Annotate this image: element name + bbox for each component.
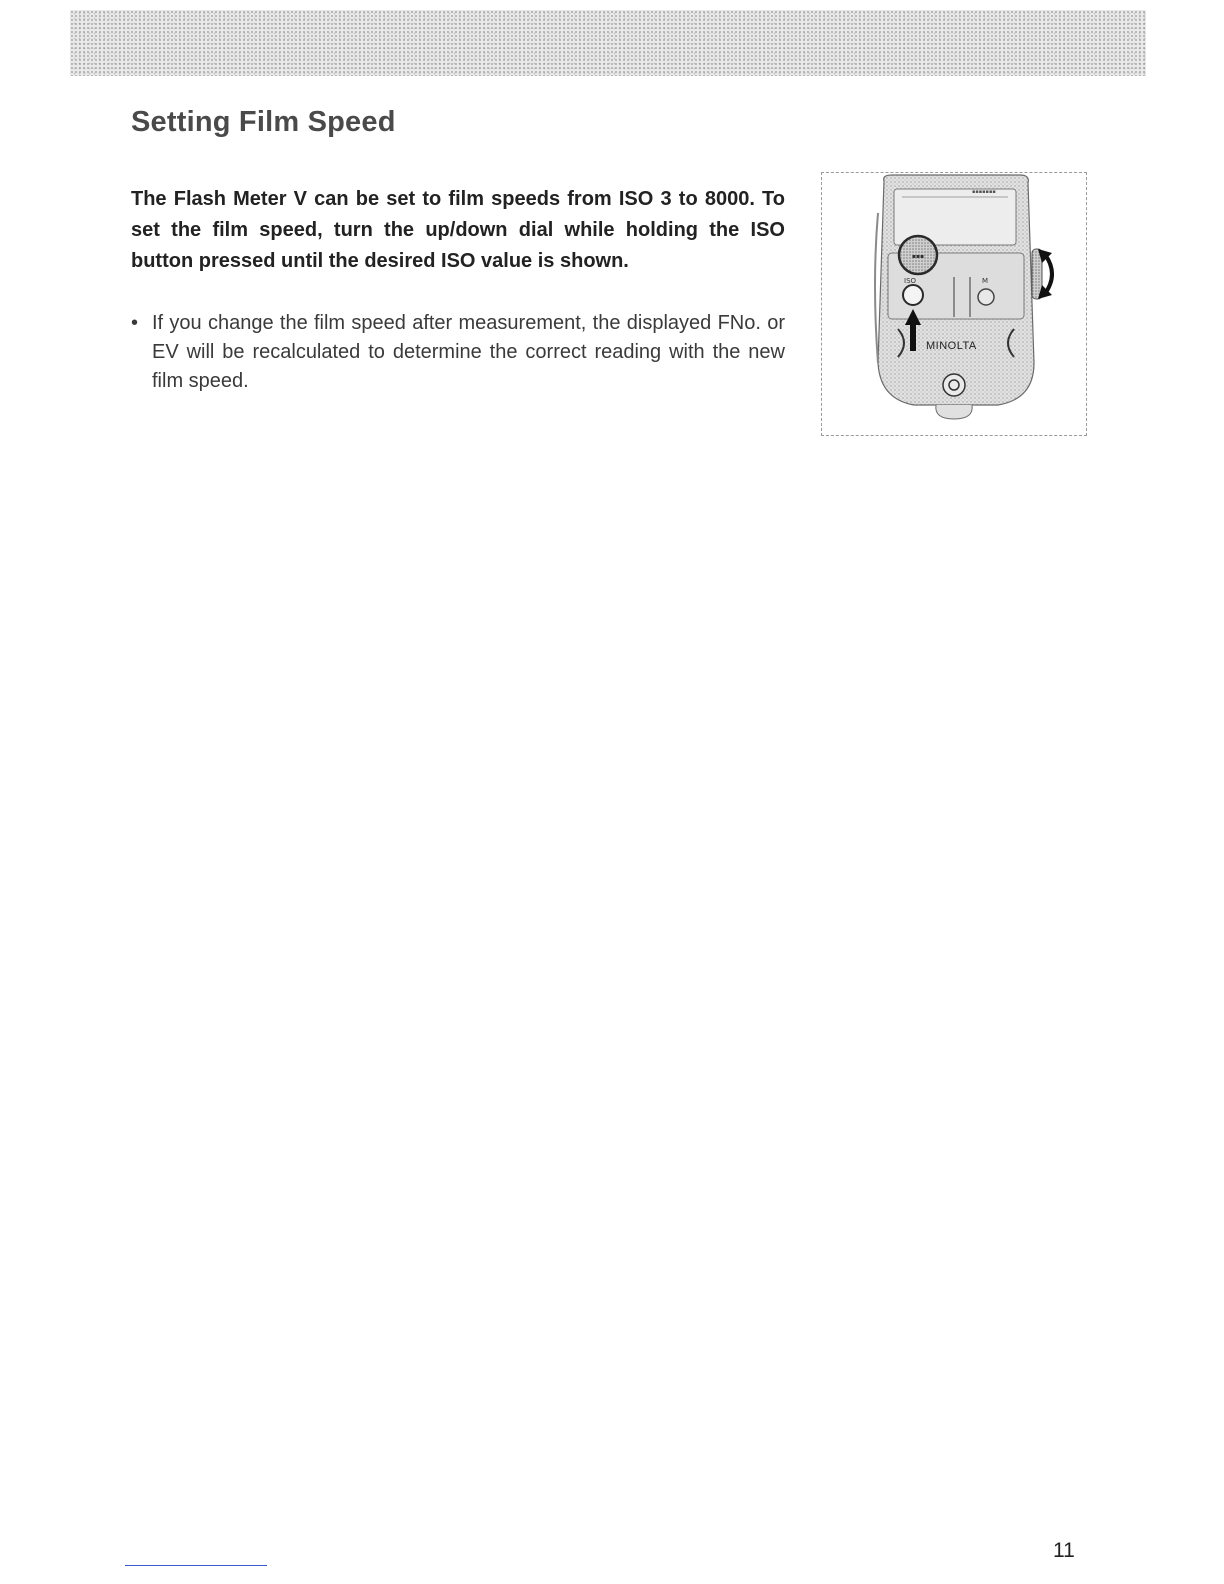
svg-text:▪▪▪: ▪▪▪ xyxy=(911,253,925,260)
iso-label: ISO xyxy=(904,277,917,285)
flash-meter-drawing xyxy=(822,173,1088,437)
page-number: 11 xyxy=(1053,1539,1075,1562)
measure-button-icon xyxy=(943,374,965,396)
strap-lug xyxy=(936,405,972,419)
bullet-icon: • xyxy=(131,312,139,334)
note-item xyxy=(131,309,785,396)
meter-side xyxy=(875,213,878,363)
header-band xyxy=(70,10,1146,76)
iso-button-icon xyxy=(903,285,923,305)
flash-meter-illustration xyxy=(821,172,1087,436)
brand-text: MINOLTA xyxy=(926,340,977,352)
m-label: M xyxy=(982,277,989,285)
display-brand-text: ▪▪▪▪▪▪▪ xyxy=(972,189,996,195)
footer-rule xyxy=(125,1565,267,1566)
page-title: Setting Film Speed xyxy=(131,106,396,138)
m-button-icon xyxy=(978,289,994,305)
intro-paragraph: The Flash Meter V can be set to film speeds from ISO 3 to 8000. To set the film speed, turn the up/down dial while holding the ISO button pressed until the desired ISO value is shown. xyxy=(131,188,785,272)
note-text: If you change the film speed after measurement, the displayed FNo. or EV will be recalculated to determine the correct reading with the new film speed. xyxy=(152,312,785,392)
